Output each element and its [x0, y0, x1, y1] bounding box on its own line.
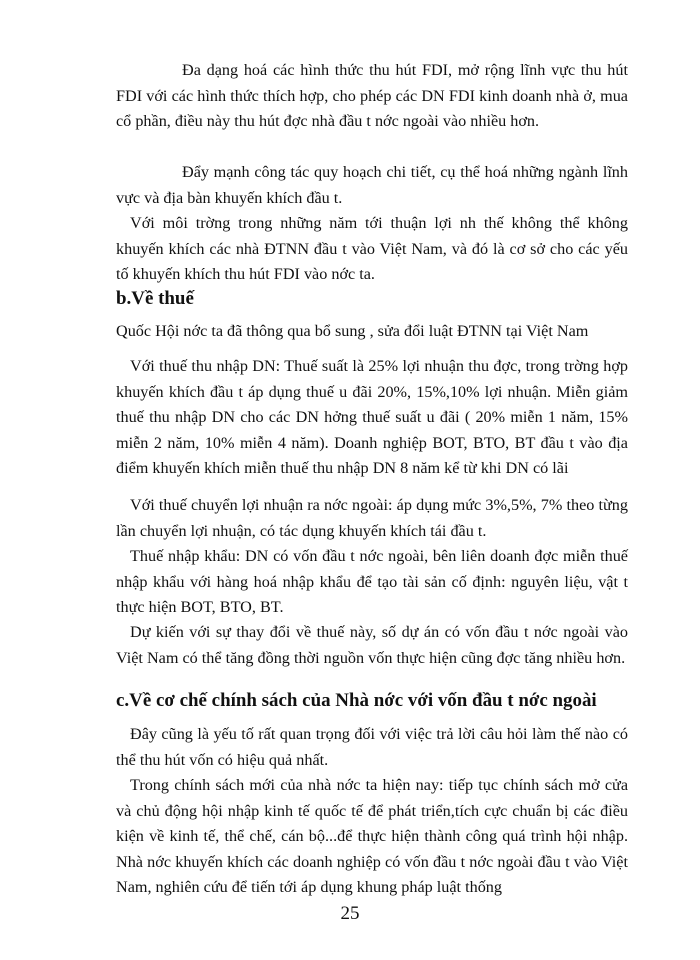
paragraph-national-assembly: Quốc Hội nớc ta đã thông qua bổ sung , sửa đổi luật ĐTNN tại Việt Nam: [116, 322, 589, 340]
paragraph-forecast: Dự kiến với sự thay đổi về thuế này, số dự án có vốn đầu t nớc ngoài vào Việt Nam có thể tăng đồng thời nguồn vốn thực hiện cũng đợc tăng nhiều hơn.: [116, 623, 628, 667]
paragraph-import-tax: Thuế nhập khẩu: DN có vốn đầu t nớc ngoài, bên liên doanh đợc miễn thuế nhập khẩu với hàng hoá nhập khẩu để tạo tài sản cố định: nguyên liệu, vật t thực hiện BOT, BTO, BT.: [116, 547, 628, 616]
paragraph-new-policy: Trong chính sách mới của nhà nớc ta hiện nay: tiếp tục chính sách mở cửa và chủ động hội nhập kinh tế quốc tế để phát triển,tích cực chuẩn bị các điều kiện về kinh tế, thể chế, cán bộ...để thực hiện thành công quá trình hội nhập. Nhà nớc khuyến khích các doanh nghiệp có vốn đầu t nớc ngoài đầu t vào Việt Nam, nghiên cứu để tiến tới áp dụng khung pháp luật thống: [116, 776, 628, 896]
paragraph-profit-transfer-tax: Với thuế chuyển lợi nhuận ra nớc ngoài: áp dụng mức 3%,5%, 7% theo từng lần chuyển lợi nhuận, có tác dụng khuyến khích tái đầu t.: [116, 496, 628, 540]
paragraph-income-tax: Với thuế thu nhập DN: Thuế suất là 25% lợi nhuận thu đợc, trong trờng hợp khuyến khích đầu t áp dụng thuế u đãi 20%, 15%,10% lợi nhuận. Miễn giảm thuế thu nhập DN cho các DN hởng thuế suất u đãi ( 20% miễn 1 năm, 15% miễn 2 năm, 10% miễn 4 năm). Doanh nghiệp BOT, BTO, BT đầu t vào địa điểm khuyến khích miễn thuế thu nhập DN 8 năm kể từ khi DN có lãi: [116, 357, 628, 477]
paragraph-fdi-diversify: Đa dạng hoá các hình thức thu hút FDI, mở rộng lĩnh vực thu hút FDI với các hình thức thích hợp, cho phép các DN FDI kinh doanh nhà ở, mua cổ phần, điều này thu hút đợc nhà đầu t nớc ngoài vào nhiều hơn.: [116, 61, 628, 130]
page-number: 25: [340, 903, 360, 924]
paragraph-importance: Đây cũng là yếu tố rất quan trọng đối với việc trả lời câu hỏi làm thế nào có thể thu hút vốn có hiệu quả nhất.: [116, 725, 628, 769]
paragraph-environment: Với môi trờng trong những năm tới thuận lợi nh thế không thể không khuyến khích các nhà ĐTNN đầu t vào Việt Nam, và đó là cơ sở cho các yếu tố khuyến khích thu hút FDI vào nớc ta.: [116, 214, 628, 283]
paragraph-planning: Đẩy mạnh công tác quy hoạch chi tiết, cụ thể hoá những ngành lĩnh vực và địa bàn khuyến khích đầu t.: [116, 163, 628, 207]
heading-tax: b.Về thuế: [116, 288, 194, 309]
heading-policy: c.Về cơ chế chính sách của Nhà nớc với vốn đầu t nớc ngoài: [116, 690, 597, 711]
